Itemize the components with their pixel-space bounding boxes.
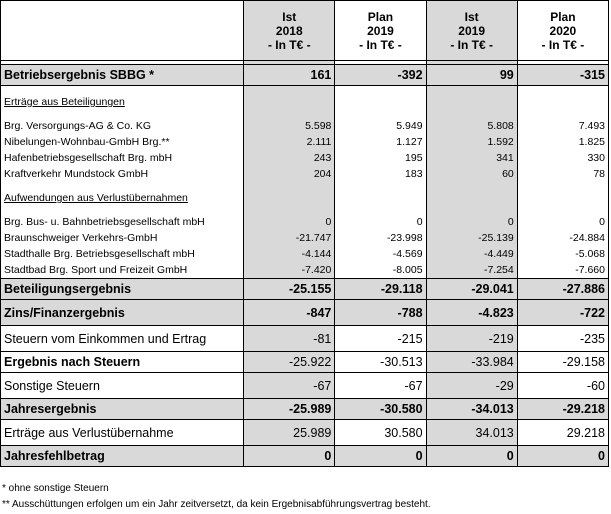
value-cell: 0 [335,214,426,230]
row-label: Stadtbad Brg. Sport und Freizeit GmbH [4,264,188,276]
row-nibelungen [1,134,609,150]
value-cell: -315 [517,65,608,86]
row-jahresfehlbetrag [1,446,609,467]
value-cell: -23.998 [335,230,426,246]
value-cell: -67 [335,373,426,399]
row-label: Brg. Versorgungs-AG & Co. KG [4,120,152,132]
value-cell: 30.580 [335,420,426,446]
row-verkehrs [1,230,609,246]
value-cell: -34.013 [426,399,517,420]
header-plan-2019: Plan 2019 - In T€ - [335,1,426,61]
value-cell: -215 [335,326,426,352]
value-cell: 1.825 [517,134,608,150]
row-stadthalle [1,246,609,262]
value-cell: 25.989 [244,420,335,446]
value-cell: -4.449 [426,246,517,262]
row-label: Beteiligungsergebnis [1,279,244,300]
value-cell: 1.127 [335,134,426,150]
row-label: Ergebnis nach Steuern [1,352,244,373]
value-cell: 0 [244,446,335,467]
value-cell: -4.823 [426,300,517,326]
row-ergebnis-nach-steuern [1,352,609,373]
row-ertraege-verlust [1,420,609,446]
footnote-2: ** Ausschüttungen erfolgen um ein Jahr zeitversetzt, da kein Ergebnisabführungsvertrag besteht. [2,499,431,510]
section-heading: Erträge aus Beteiligungen [4,96,125,108]
value-cell: -4.144 [244,246,335,262]
value-cell: -27.886 [517,279,608,300]
row-label: Steuern vom Einkommen und Ertrag [1,326,244,352]
value-cell: -29.218 [517,399,608,420]
footnotes [2,481,431,513]
value-cell: -25.155 [244,279,335,300]
value-cell: 204 [244,166,335,182]
row-stadtbad [1,262,609,279]
value-cell: -7.420 [244,262,335,279]
row-bvag [1,118,609,134]
row-label: Kraftverkehr Mundstock GmbH [4,168,149,180]
value-cell: -788 [335,300,426,326]
value-cell: -235 [517,326,608,352]
row-zins [1,300,609,326]
header-empty-cell [1,1,244,61]
section-ertraege [1,94,609,110]
section-heading: Aufwendungen aus Verlustübernahmen [4,192,188,204]
header-row [1,1,609,61]
row-label: Sonstige Steuern [1,373,244,399]
value-cell: -67 [244,373,335,399]
value-cell: -29.158 [517,352,608,373]
value-cell: 0 [426,214,517,230]
value-cell: 7.493 [517,118,608,134]
section-aufwendungen [1,190,609,206]
row-jahresergebnis [1,399,609,420]
value-cell: -8.005 [335,262,426,279]
value-cell: -29 [426,373,517,399]
value-cell: -4.569 [335,246,426,262]
row-label: Hafenbetriebsgesellschaft Brg. mbH [4,152,173,164]
value-cell: -33.984 [426,352,517,373]
value-cell: -24.884 [517,230,608,246]
value-cell: -30.580 [335,399,426,420]
row-kraftverkehr [1,166,609,182]
row-betriebsergebnis [1,65,609,86]
row-label: Zins/Finanzergebnis [1,300,244,326]
row-label: Stadthalle Brg. Betriebsgesellschaft mbH [4,248,195,260]
value-cell: -81 [244,326,335,352]
value-cell: 330 [517,150,608,166]
value-cell: 78 [517,166,608,182]
value-cell: -30.513 [335,352,426,373]
value-cell: 5.949 [335,118,426,134]
value-cell: 60 [426,166,517,182]
value-cell: -25.989 [244,399,335,420]
row-bus-bahn [1,214,609,230]
value-cell: -25.139 [426,230,517,246]
row-label: Erträge aus Verlustübernahme [1,420,244,446]
value-cell: 99 [426,65,517,86]
row-label: Jahresergebnis [1,399,244,420]
row-label: Nibelungen-Wohnbau-GmbH Brg.** [4,136,170,148]
value-cell: -25.922 [244,352,335,373]
row-sonstige-steuern [1,373,609,399]
value-cell: 5.808 [426,118,517,134]
value-cell: -5.068 [517,246,608,262]
value-cell: 0 [517,446,608,467]
value-cell: 341 [426,150,517,166]
header-plan-2020: Plan 2020 - In T€ - [517,1,608,61]
header-ist-2018: Ist 2018 - In T€ - [244,1,335,61]
value-cell: 0 [335,446,426,467]
value-cell: -722 [517,300,608,326]
value-cell: 161 [244,65,335,86]
row-steuern-einkommen [1,326,609,352]
row-label: Brg. Bus- u. Bahnbetriebsgesellschaft mbH [4,216,205,228]
value-cell: -29.118 [335,279,426,300]
row-label: Jahresfehlbetrag [1,446,244,467]
row-hafen [1,150,609,166]
value-cell: 2.111 [244,134,335,150]
header-ist-2019: Ist 2019 - In T€ - [426,1,517,61]
value-cell: -219 [426,326,517,352]
value-cell: 195 [335,150,426,166]
value-cell: 243 [244,150,335,166]
footnote-1: * ohne sonstige Steuern [2,483,109,494]
value-cell: 0 [426,446,517,467]
row-label: Betriebsergebnis SBBG * [1,65,244,86]
row-beteiligungsergebnis [1,279,609,300]
value-cell: -60 [517,373,608,399]
value-cell: -847 [244,300,335,326]
value-cell: -21.747 [244,230,335,246]
value-cell: 183 [335,166,426,182]
value-cell: -29.041 [426,279,517,300]
value-cell: -7.660 [517,262,608,279]
value-cell: 0 [244,214,335,230]
value-cell: -7.254 [426,262,517,279]
value-cell: 1.592 [426,134,517,150]
value-cell: 34.013 [426,420,517,446]
value-cell: -392 [335,65,426,86]
value-cell: 0 [517,214,608,230]
value-cell: 29.218 [517,420,608,446]
row-label: Braunschweiger Verkehrs-GmbH [4,232,158,244]
value-cell: 5.598 [244,118,335,134]
